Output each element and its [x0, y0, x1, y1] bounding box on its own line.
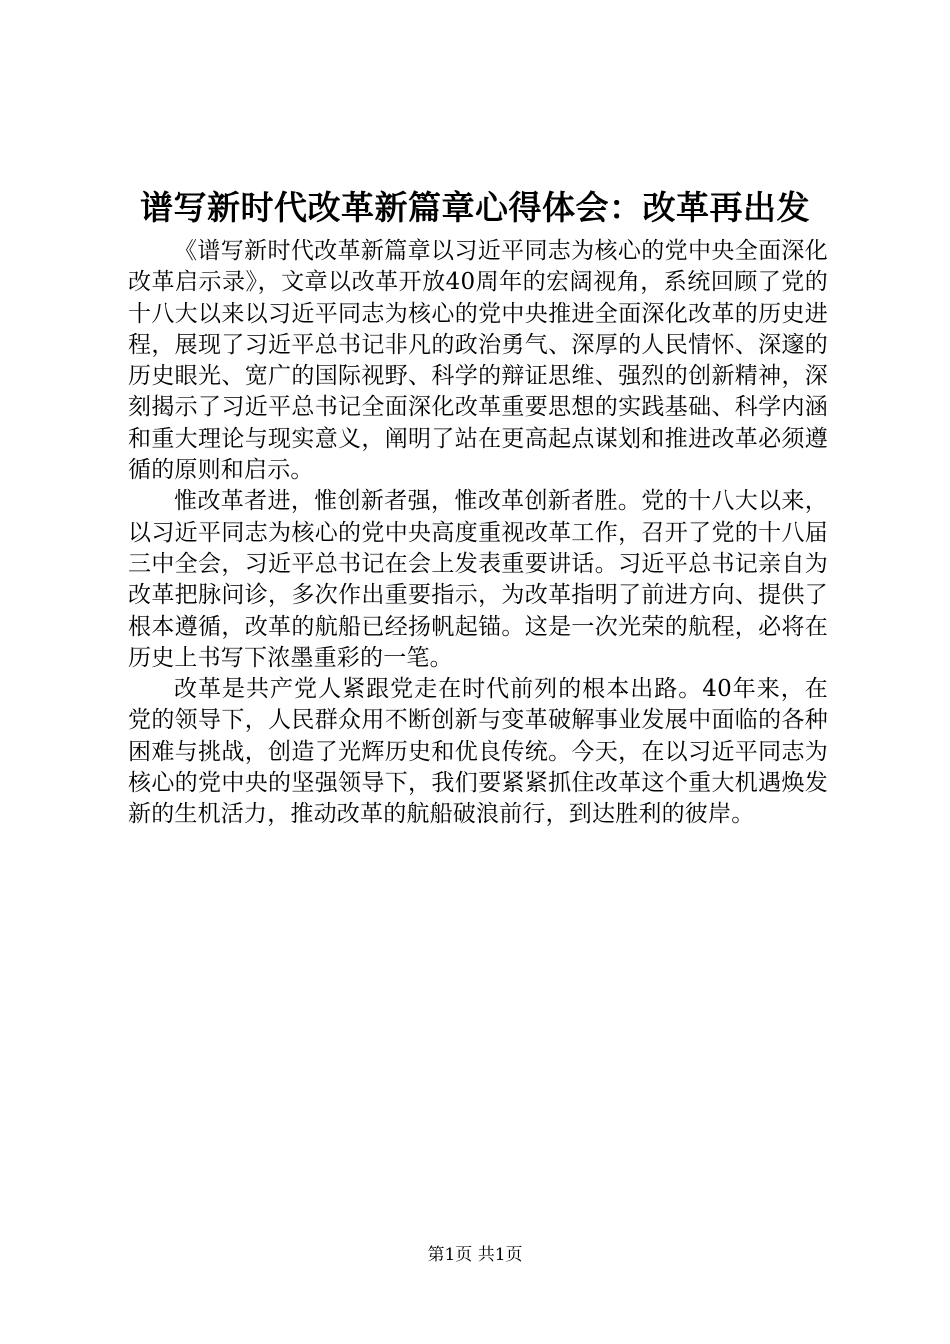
paragraph-3: 改革是共产党人紧跟党走在时代前列的根本出路。40年来，在党的领导下，人民群众用不断创新与变革破解事业发展中面临的各种困难与挑战，创造了光辉历史和优良传统。今天，在以习近平同志为核心的党中央的坚强领导下，我们要紧紧抓住改革这个重大机遇焕发新的生机活力，推动改革的航船破浪前行，到达胜利的彼岸。: [128, 676, 828, 828]
paragraph-1: 《谱写新时代改革新篇章以习近平同志为核心的党中央全面深化改革启示录》，文章以改革开放40周年的宏阔视角，系统回顾了党的十八大以来以习近平同志为核心的党中央推进全面深化改革的历史进程，展现了习近平总书记非凡的政治勇气、深厚的人民情怀、深邃的历史眼光、宽广的国际视野、科学的辩证思维、强烈的创新精神，深刻揭示了习近平总书记全面深化改革重要思想的实践基础、科学内涵和重大理论与现实意义，阐明了站在更高起点谋划和推进改革必须遵循的原则和启示。: [128, 238, 828, 484]
page-footer: 第1页 共1页: [427, 1245, 523, 1265]
document-title: 谱写新时代改革新篇章心得体会：改革再出发: [140, 188, 810, 227]
document-body: [128, 236, 828, 831]
paragraph-2: 惟改革者进，惟创新者强，惟改革创新者胜。党的十八大以来，以习近平同志为核心的党中央高度重视改革工作，召开了党的十八届三中全会，习近平总书记在会上发表重要讲话。习近平总书记亲自为改革把脉问诊，多次作出重要指示，为改革指明了前进方向、提供了根本遵循，改革的航船已经扬帆起锚。这是一次光荣的航程，必将在历史上书写下浓墨重彩的一笔。: [128, 488, 828, 671]
